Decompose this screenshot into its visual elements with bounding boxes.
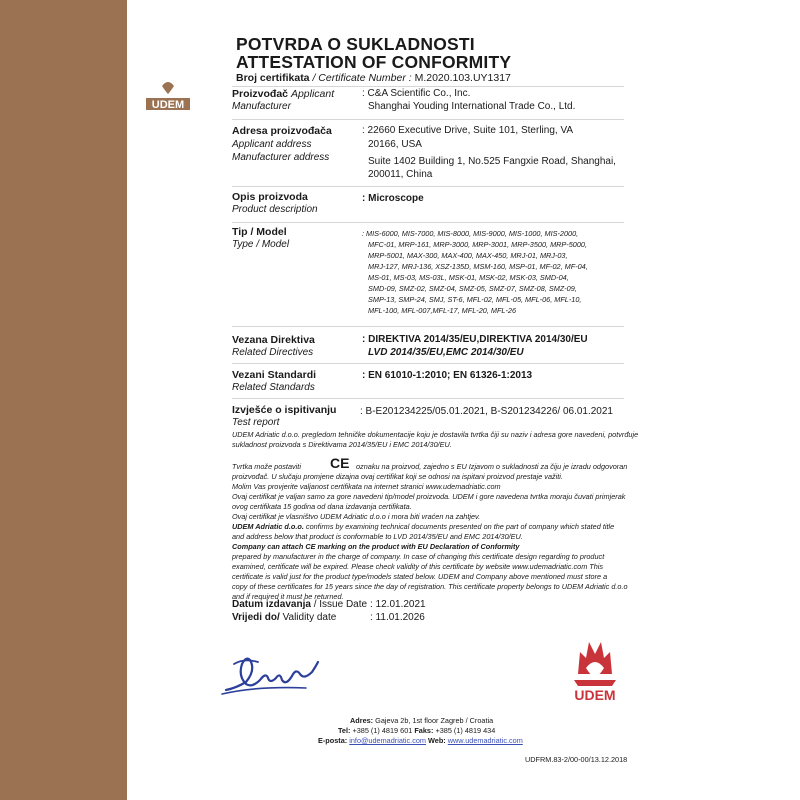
title-english: ATTESTATION OF CONFORMITY [236, 52, 512, 72]
body-hr-line: proizvođač. U slučaju promjene dizajna ovaj certifikat koji se odnosi na ispitani proizvod prestaje važiti. [232, 472, 563, 481]
address-line-4: 200011, China [368, 169, 433, 180]
standards-label-en: Related Standards [232, 382, 315, 393]
cert-number: M.2020.103.UY1317 [414, 72, 511, 84]
body-en-line: certificate is valid just for the product type/models stated below. UDEM and Company above mentioned must store a [232, 572, 608, 581]
model-line: SMP-13, SMP-24, SMJ, ST-6, MFL-02, MFL-05, MFL-06, MFL-10, [368, 295, 582, 304]
directives-label-hr: Vezana Direktiva [232, 334, 315, 346]
type-label-en: Type / Model [232, 239, 290, 250]
applicant-value: : C&A Scientific Co., Inc. [362, 88, 471, 99]
validity-date-label-en: Validity date [282, 612, 337, 623]
divider [232, 398, 624, 399]
udem-logo-icon [138, 56, 198, 112]
logo-text: UDEM [574, 687, 616, 702]
issue-date-label-hr: Datum izdavanja [232, 599, 311, 610]
footer-phone [338, 726, 495, 735]
standards-value: : EN 61010-1:2010; EN 61326-1:2013 [362, 370, 533, 381]
applicant-label-en: Applicant [290, 88, 335, 100]
divider [232, 119, 624, 120]
divider [232, 326, 624, 327]
address-label-hr: Adresa proizvođača [232, 125, 332, 137]
model-line: : MIS-6000, MIS-7000, MIS-8000, MIS-9000, MIS-1000, MIS-2000, [362, 229, 579, 238]
body-hr-line: Tvrtka može postaviti [232, 462, 301, 471]
model-line: MRJ-127, MRJ-136, XSZ-135D, MSM-160, MSP-01, MF-02, MF-04, [368, 262, 588, 271]
manufacturer-value: Shanghai Youding International Trade Co., Ltd. [368, 101, 576, 112]
address-line-3: Suite 1402 Building 1, No.525 Fangxie Road, Shanghai, [368, 156, 616, 167]
footer-contact [318, 736, 523, 745]
divider [232, 363, 624, 364]
validity-date-value: : 11.01.2026 [370, 612, 425, 623]
body-hr-line: ovog certifikata 15 godina od dana izdavanja certifikata. [232, 502, 412, 511]
validity-date-label-hr: Vrijedi do/ [232, 612, 280, 623]
model-line: SMD-09, SMZ-02, SMZ-04, SMZ-05, SMZ-07, SMZ-08, SMZ-09, [368, 284, 577, 293]
body-en-line: copy of these certificates for 15 years since the day of registration. This certificate property belongs to UDEM Adriatic d.o.o [232, 582, 628, 591]
body-en-line: examined, certificate will be expired. Please check validity of this certificate by website www.udemadriatic.com This [232, 562, 604, 571]
footer-address-label: Adres: [350, 716, 374, 725]
body-hr-line: oznaku na proizvod, zajedno s EU Izjavom o sukladnosti za čiju je izradu odgovoran [356, 462, 628, 471]
issue-date-label [232, 599, 367, 610]
signature-icon [216, 650, 328, 698]
type-label-hr: Tip / Model [232, 226, 287, 238]
body-en-line [232, 522, 614, 531]
body-en-text: confirms by examining technical documents presented on the part of company which stated title [303, 522, 615, 531]
validity-date-label [232, 612, 336, 623]
body-hr-line: UDEM Adriatic d.o.o. pregledom tehničke dokumentacije koju je dostavila tvrtka čiji su naziv i adresa gore navedeni, potvrđuje [232, 430, 639, 439]
applicant-label-row [232, 88, 334, 100]
udem-logo-red-icon [564, 630, 626, 702]
issue-date-label-en: / Issue Date [313, 599, 368, 610]
footer-tel-label: Tel: [338, 726, 351, 735]
model-line: MFC-01, MRP-161, MRP-3000, MRP-3001, MRP-3500, MRP-5000, [368, 240, 587, 249]
footer-address-value: Gajeva 2b, 1st floor Zagreb / Croatia [375, 716, 494, 725]
body-en-line: Company can attach CE marking on the product with EU Declaration of Conformity [232, 542, 520, 551]
body-hr-line: Ovaj certifikat je vlasništvo UDEM Adriatic d.o.o i mora biti vraćen na zahtjev. [232, 512, 481, 521]
side-band [0, 0, 127, 800]
body-en-line: and if required it must be returned. [232, 592, 344, 601]
applicant-label-hr: Proizvođač [232, 88, 289, 100]
manufacturer-label: Manufacturer [232, 101, 291, 112]
logo-text: UDEM [151, 99, 185, 111]
footer-web-label: Web: [428, 736, 446, 745]
footer-fax-label: Faks: [414, 726, 434, 735]
applicant-address-label: Applicant address [232, 139, 312, 150]
product-label-hr: Opis proizvoda [232, 191, 308, 203]
model-line: MRP-5001, MAX-300, MAX-400, MAX-450, MRJ-01, MRJ-03, [368, 251, 568, 260]
model-line: MS-01, MS-03, MS-03L, MSK-01, MSK-02, MSK-03, SMD-04, [368, 273, 569, 282]
footer-address [350, 716, 493, 725]
title-croatian: POTVRDA O SUKLADNOSTI [236, 34, 475, 54]
body-hr-line: sukladnost proizvoda s Direktivama 2014/35/EU i EMC 2014/30/EU. [232, 440, 452, 449]
report-label-hr: Izvješće o ispitivanju [232, 404, 337, 416]
directives-value-1: : DIREKTIVA 2014/35/EU,DIREKTIVA 2014/30/EU [362, 334, 588, 345]
footer-email-label: E-posta: [318, 736, 348, 745]
cert-label-hr: Broj certifikata [236, 72, 310, 84]
standards-label-hr: Vezani Standardi [232, 369, 317, 381]
model-line: MFL-100, MFL-007,MFL-17, MFL-20, MFL-26 [368, 306, 517, 315]
directives-value-2: LVD 2014/35/EU,EMC 2014/30/EU [368, 347, 524, 358]
form-code: UDFRM.83-2/00-00/13.12.2018 [525, 755, 628, 764]
product-value: : Microscope [362, 193, 424, 204]
ce-mark-icon: CE [330, 455, 350, 471]
divider [232, 186, 624, 187]
cert-label-en: / Certificate Number : [312, 72, 412, 84]
certificate-number-row [236, 72, 511, 84]
address-line-2: 20166, USA [368, 139, 422, 150]
manufacturer-address-label: Manufacturer address [232, 152, 330, 163]
footer-tel-value: +385 (1) 4819 601 [352, 726, 413, 735]
body-hr-line: Ovaj certifikat je valjan samo za gore navedeni tip/model proizvoda. UDEM i gore navedena tvrtka moraju čuvati primjerak [232, 492, 626, 501]
directives-label-en: Related Directives [232, 347, 314, 358]
divider [232, 86, 624, 87]
footer-fax-value: +385 (1) 4819 434 [435, 726, 496, 735]
body-hr-line: Molim Vas provjerite valjanost certifikata na internet stranici www.udemadriatic.com [232, 482, 501, 491]
address-line-1: : 22660 Executive Drive, Suite 101, Sterling, VA [362, 125, 574, 136]
udem-company-name: UDEM Adriatic d.o.o. [232, 522, 304, 531]
issue-date-value: : 12.01.2021 [370, 599, 426, 610]
divider [232, 222, 624, 223]
report-label-en: Test report [232, 417, 280, 428]
body-en-line: and address below that product is conformable to LVD 2014/35/EU and EMC 2014/30/EU. [232, 532, 523, 541]
report-value: : B-E201234225/05.01.2021, B-S201234226/ 06.01.2021 [360, 406, 613, 417]
footer-web-link[interactable]: www.udemadriatic.com [447, 736, 523, 745]
product-label-en: Product description [232, 204, 318, 215]
footer-email-link[interactable]: info@udemadriatic.com [349, 736, 426, 745]
body-en-line: prepared by manufacturer in the charge of company. In case of changing this certificate design regarding to product [232, 552, 605, 561]
